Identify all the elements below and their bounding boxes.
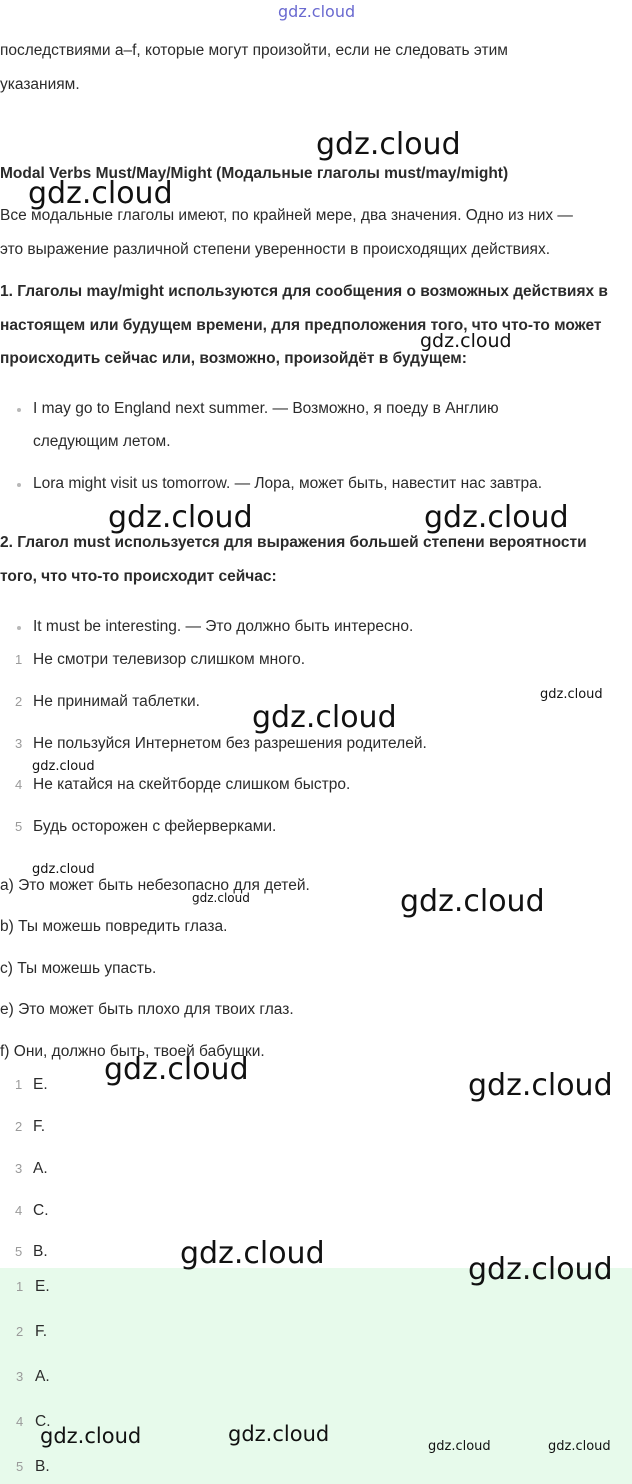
answer-highlight-block	[0, 1268, 632, 1484]
highlight-answer-item: E.	[35, 1278, 50, 1295]
must-example: It must be interesting. — Это должно быть интересно.	[33, 618, 414, 635]
watermark: gdz.cloud	[32, 862, 95, 877]
highlight-answer-item: B.	[35, 1458, 50, 1475]
answer-number: 4	[15, 1203, 23, 1218]
watermark: gdz.cloud	[548, 1439, 611, 1454]
watermark: gdz.cloud	[424, 500, 569, 535]
answer-number: 3	[15, 1161, 23, 1176]
answer-number: 5	[15, 1244, 23, 1259]
consequence-item: f) Они, должно быть, твоей бабушки.	[0, 1043, 265, 1060]
answer-item: C.	[33, 1202, 49, 1219]
watermark: gdz.cloud	[28, 176, 173, 211]
instruction-item: Не принимай таблетки.	[33, 693, 200, 710]
instruction-item: Не катайся на скейтборде слишком быстро.	[33, 776, 351, 793]
bullet	[17, 408, 21, 412]
example1-line-2: следующим летом.	[33, 433, 171, 450]
rule2-line-1: 2. Глагол must используется для выражения большей степени вероятности	[0, 534, 587, 551]
para1-line-1: Все модальные глаголы имеют, по крайней мере, два значения. Одно из них —	[0, 207, 573, 224]
answer-number: 3	[16, 1369, 24, 1384]
bullet	[17, 483, 21, 487]
watermark: gdz.cloud	[40, 1424, 142, 1448]
watermark: gdz.cloud	[228, 1422, 330, 1446]
intro-line-2: указаниям.	[0, 76, 80, 93]
watermark: gdz.cloud	[420, 330, 512, 352]
highlight-answer-item: A.	[35, 1368, 50, 1385]
highlight-answer-item: C.	[35, 1413, 51, 1430]
section-heading: Modal Verbs Must/May/Might (Модальные глаголы must/may/might)	[0, 165, 509, 182]
consequence-item: a) Это может быть небезопасно для детей.	[0, 877, 310, 894]
intro-line-1: последствиями a–f, которые могут произойти, если не следовать этим	[0, 42, 508, 59]
instruction-number: 3	[15, 736, 23, 751]
instruction-number: 2	[15, 694, 23, 709]
watermark: gdz.cloud	[468, 1068, 613, 1103]
rule2-line-2: того, что что-то происходит сейчас:	[0, 568, 277, 585]
example2-line-1: Lora might visit us tomorrow. — Лора, может быть, навестит нас завтра.	[33, 475, 543, 492]
answer-number: 1	[16, 1279, 24, 1294]
answer-number: 1	[15, 1077, 23, 1092]
rule1-line-1: 1. Глаголы may/might используются для сообщения о возможных действиях в	[0, 283, 608, 300]
instruction-item: Не смотри телевизор слишком много.	[33, 651, 306, 668]
consequence-item: b) Ты можешь повредить глаза.	[0, 918, 228, 935]
watermark: gdz.cloud	[252, 700, 397, 735]
bullet	[17, 626, 21, 630]
answer-item: F.	[33, 1118, 46, 1135]
instruction-item: Не пользуйся Интернетом без разрешения родителей.	[33, 735, 427, 752]
highlight-answer-item: F.	[35, 1323, 48, 1340]
watermark: gdz.cloud	[468, 1252, 613, 1287]
instruction-number: 5	[15, 819, 23, 834]
answer-item: E.	[33, 1076, 48, 1093]
watermark: gdz.cloud	[428, 1439, 491, 1454]
instruction-item: Будь осторожен с фейерверками.	[33, 818, 277, 835]
watermark: gdz.cloud	[108, 500, 253, 535]
watermark: gdz.cloud	[192, 891, 250, 905]
answer-number: 4	[16, 1414, 24, 1429]
watermark: gdz.cloud	[540, 687, 603, 702]
watermark: gdz.cloud	[32, 759, 95, 774]
watermark: gdz.cloud	[316, 127, 461, 162]
answer-number: 5	[16, 1459, 24, 1474]
top-watermark: gdz.cloud	[278, 2, 356, 21]
watermark: gdz.cloud	[104, 1052, 249, 1087]
para1-line-2: это выражение различной степени уверенности в происходящих действиях.	[0, 241, 551, 258]
consequence-item: e) Это может быть плохо для твоих глаз.	[0, 1001, 294, 1018]
answer-number: 2	[15, 1119, 23, 1134]
answer-number: 2	[16, 1324, 24, 1339]
example1-line-1: I may go to England next summer. — Возможно, я поеду в Англию	[33, 400, 499, 417]
watermark: gdz.cloud	[400, 884, 545, 919]
watermark: gdz.cloud	[180, 1236, 325, 1271]
answer-item: B.	[33, 1243, 48, 1260]
answer-item: A.	[33, 1160, 48, 1177]
instruction-number: 4	[15, 777, 23, 792]
instruction-number: 1	[15, 652, 23, 667]
rule1-line-3: происходить сейчас или, возможно, произойдёт в будущем:	[0, 350, 467, 367]
consequence-item: c) Ты можешь упасть.	[0, 960, 157, 977]
rule1-line-2: настоящем или будущем времени, для предположения того, что что-то может	[0, 317, 602, 334]
